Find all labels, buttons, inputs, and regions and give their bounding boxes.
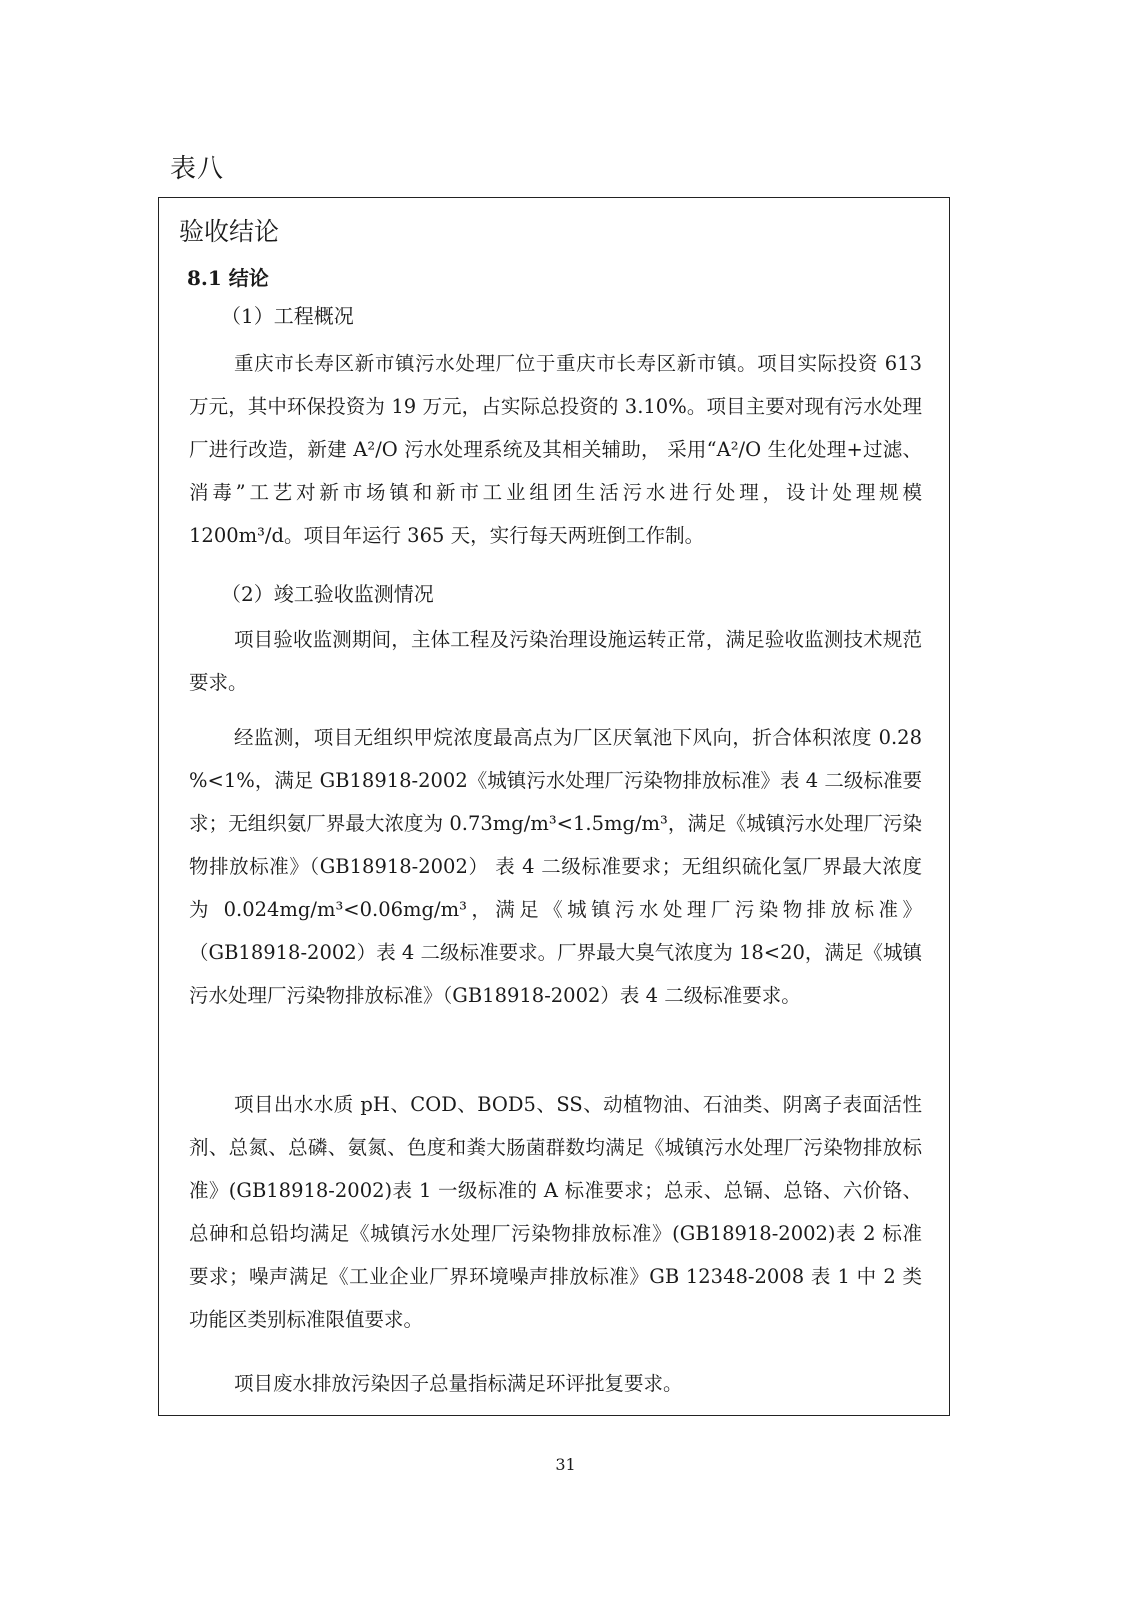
page-heading: 表八: [170, 154, 225, 184]
section-title: 8.1 结论: [187, 266, 269, 290]
paragraph-overview: 重庆市长寿区新市镇污水处理厂位于重庆市长寿区新市镇。项目实际投资 613 万元，其中环保投资为 19 万元，占实际总投资的 3.10%。项目主要对现有污水处理厂进行改造，新建 A²/O 污水处理系统及其相关辅助， 采用“A²/O 生化处理+过滤、消毒”工艺对新市场镇和新市工业组团生活污水进行处理，设计处理规模 1200m³/d。项目年运行 365 天，实行每天两班倒工作制。: [189, 352, 922, 547]
paragraph-air-emissions: 经监测，项目无组织甲烷浓度最高点为厂区厌氧池下风向，折合体积浓度 0.28 %<1%，满足 GB18918-2002《城镇污水处理厂污染物排放标准》表 4 二级标准要求；无组织氨厂界最大浓度为 0.73mg/m³<1.5mg/m³，满足《城镇污水处理厂污染物排放标准》（GB18918-2002） 表 4 二级标准要求；无组织硫化氢厂界最大浓度为 0.024mg/m³<0.06mg/m³，满足《城镇污水处理厂污染物排放标准》（GB18918-2002）表 4 二级标准要求。厂界最大臭气浓度为 18<20，满足《城镇污水处理厂污染物排放标准》（GB18918-2002）表 4 二级标准要求。: [189, 726, 922, 1007]
page-number: 31: [555, 1455, 576, 1474]
paragraph-monitoring: 项目验收监测期间，主体工程及污染治理设施运转正常，满足验收监测技术规范要求。: [189, 628, 922, 694]
subsection-monitoring: （2）竣工验收监测情况: [221, 582, 434, 606]
conclusion-box: [158, 197, 950, 1416]
box-title: 验收结论: [179, 217, 280, 246]
paragraph-water-quality: 项目出水水质 pH、COD、BOD5、SS、动植物油、石油类、阴离子表面活性剂、总氮、总磷、氨氮、色度和粪大肠菌群数均满足《城镇污水处理厂污染物排放标准》(GB18918-2002)表 1 一级标准的 A 标准要求；总汞、总镉、总铬、六价铬、总砷和总铅均满足《城镇污水处理厂污染物排放标准》(GB18918-2002)表 2 标准要求；噪声满足《工业企业厂界环境噪声排放标准》GB 12348-2008 表 1 中 2 类功能区类别标准限值要求。: [189, 1093, 922, 1331]
paragraph-total-load: 项目废水排放污染因子总量指标满足环评批复要求。: [234, 1372, 683, 1395]
subsection-overview: （1）工程概况: [221, 304, 354, 328]
